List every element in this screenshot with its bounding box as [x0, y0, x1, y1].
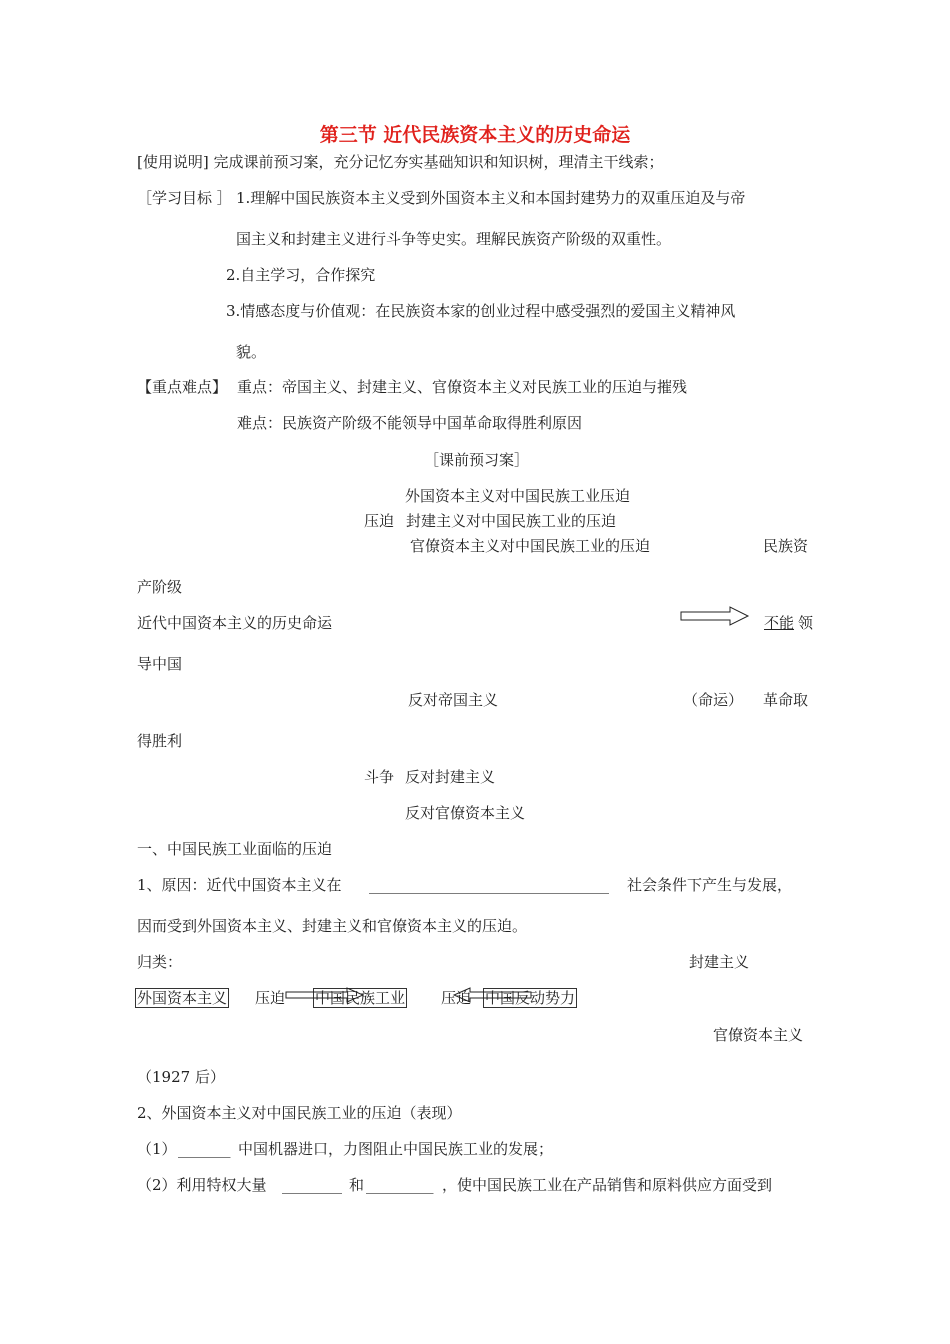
press-label-2: 压迫: [441, 989, 472, 1007]
bureaucratic-label: 官僚资本主义: [713, 1026, 804, 1044]
anti-feudalism: 反对封建主义: [405, 768, 496, 786]
section-1-heading: 一、中国民族工业面临的压迫: [137, 840, 333, 858]
goal-3-line-2: 貌。: [236, 343, 267, 361]
oppression-feudal: 封建主义对中国民族工业的压迫: [406, 512, 617, 530]
oppression-bureaucratic: 官僚资本主义对中国民族工业的压迫: [410, 537, 651, 555]
anti-imperialism: 反对帝国主义: [408, 691, 499, 709]
reason-prefix: 1、原因：近代中国资本主义在: [137, 876, 342, 894]
point-2-prefix: （2）利用特权大量: [137, 1176, 267, 1194]
reason-suffix: 社会条件下产生与发展，: [627, 876, 793, 894]
classify-label: 归类：: [137, 953, 183, 971]
goal-3-line-1: 3.情感态度与价值观：在民族资本家的创业过程中感受强烈的爱国主义精神风: [226, 302, 736, 320]
cannot-text: 不能: [764, 614, 795, 632]
bourgeoisie-part-2: 产阶级: [137, 578, 183, 596]
year-note: （1927 后）: [137, 1068, 225, 1086]
item-2-heading: 2、外国资本主义对中国民族工业的压迫（表现）: [137, 1104, 462, 1122]
feudalism-label: 封建主义: [689, 953, 750, 971]
struggle-label: 斗争: [364, 768, 395, 786]
reason-blank: ________________________________: [369, 876, 609, 894]
press-label-1: 压迫: [255, 989, 286, 1007]
revolution-part-2: 得胜利: [137, 732, 183, 750]
goal-2: 2.自主学习，合作探究: [226, 266, 376, 284]
goal-1-line-2: 国主义和封建主义进行斗争等史实。理解民族资产阶级的双重性。: [236, 230, 672, 248]
lead-part-2: 导中国: [137, 655, 183, 673]
revolution-part-1: 革命取: [763, 691, 809, 709]
point-2-text: ，使中国民族工业在产品销售和原料供应方面受到: [442, 1176, 773, 1194]
oppression-label: 压迫: [364, 512, 395, 530]
fate-label: （命运）: [683, 691, 744, 709]
oppression-foreign: 外国资本主义对中国民族工业压迫: [405, 487, 631, 505]
goal-1-line-1: 1.理解中国民族资本主义受到外国资本主义和本国封建势力的双重压迫及与帝: [236, 189, 746, 207]
key-difficulty: 难点：民族资产阶级不能领导中国革命取得胜利原因: [237, 414, 583, 432]
preview-heading: ［课前预习案］: [424, 451, 530, 469]
point-1-blank: _______: [178, 1140, 231, 1158]
key-label: 【重点难点】: [137, 378, 228, 396]
lead-part-1: 领: [798, 614, 814, 632]
point-2-and: 和: [349, 1176, 365, 1194]
usage-note: [使用说明] 完成课前预习案，充分记忆夯实基础知识和知识树，理清主干线索；: [137, 153, 664, 171]
goals-label: ［学习目标 ］: [137, 189, 232, 207]
point-1-text: 中国机器进口，力图阻止中国民族工业的发展；: [238, 1140, 554, 1158]
point-1-prefix: （1）: [137, 1140, 177, 1158]
right-arrow-icon: [680, 606, 750, 626]
right-arrow-icon: [285, 987, 365, 1003]
mindmap-center: 近代中国资本主义的历史命运: [137, 614, 333, 632]
point-2-blank-1: ________: [282, 1176, 342, 1194]
point-2-blank-2: _________: [366, 1176, 434, 1194]
foreign-capitalism-box: 外国资本主义: [137, 989, 228, 1007]
reactionary-forces-box: 中国反动势力: [485, 989, 576, 1007]
national-industry-box: 中国民族工业: [315, 989, 406, 1007]
left-arrow-icon: [452, 987, 532, 1003]
key-focus: 重点：帝国主义、封建主义、官僚资本主义对民族工业的压迫与摧残: [237, 378, 688, 396]
bourgeoisie-part-1: 民族资: [763, 537, 809, 555]
page-title: 第三节 近代民族资本主义的历史命运: [319, 124, 631, 146]
reason-continuation: 因而受到外国资本主义、封建主义和官僚资本主义的压迫。: [137, 917, 528, 935]
anti-bureaucratic: 反对官僚资本主义: [405, 804, 526, 822]
